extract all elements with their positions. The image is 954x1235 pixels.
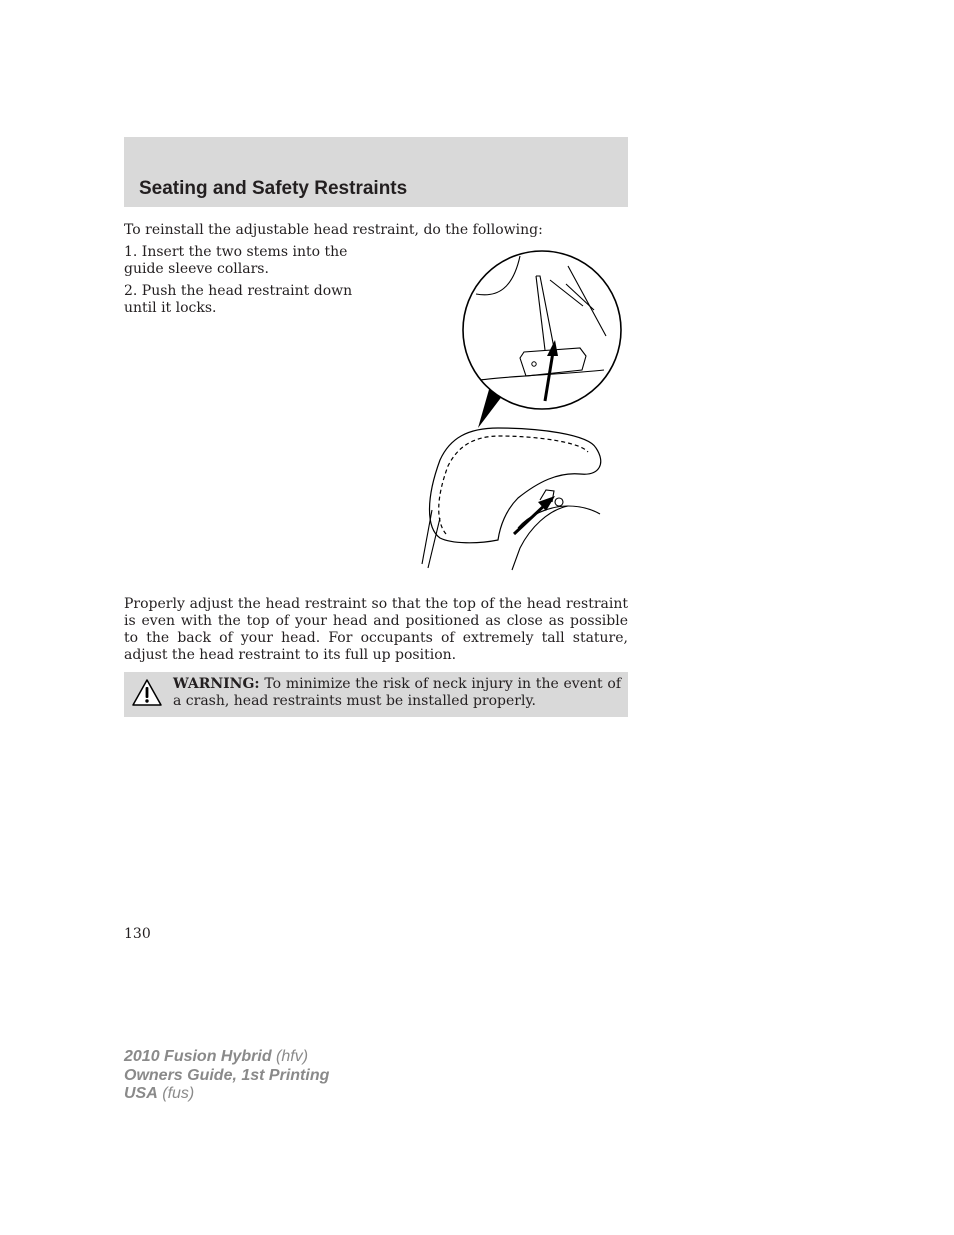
head-restraint-cushion <box>430 428 601 543</box>
stems-and-seat <box>422 490 600 570</box>
footer <box>124 1048 329 1104</box>
footer-market: USA <box>124 1085 158 1102</box>
detail-circle <box>463 251 621 409</box>
footer-line-2: Owners Guide, 1st Printing <box>124 1066 330 1084</box>
warning-text <box>173 676 621 710</box>
page-number: 130 <box>124 926 151 942</box>
warning-message: To minimize the risk of neck injury in the event of a crash, head restraints must be installed properly. <box>173 676 622 709</box>
footer-model-code: (hfv) <box>276 1048 309 1065</box>
intro-text: To reinstall the adjustable head restraint, do the following: <box>124 222 543 238</box>
section-title: Seating and Safety Restraints <box>139 178 408 199</box>
adjustment-paragraph: Properly adjust the head restraint so that the top of the head restraint is even with the top of your head and positioned as close as possible to the back of your head. For occupants of extremely tall stature, adjust the head restraint to its full up position. <box>124 596 628 663</box>
footer-line-3 <box>124 1085 329 1104</box>
warning-label: WARNING: <box>173 676 260 692</box>
warning-triangle-icon <box>131 678 163 708</box>
footer-market-code: (fus) <box>162 1085 195 1102</box>
footer-line-1 <box>124 1048 329 1067</box>
head-restraint-illustration <box>418 248 628 573</box>
footer-model: 2010 Fusion Hybrid <box>124 1048 272 1065</box>
warning-box <box>124 672 628 717</box>
step-1-text: 1. Insert the two stems into the guide sleeve collars. <box>124 244 348 277</box>
install-arrow <box>514 504 546 534</box>
step-2-text: 2. Push the head restraint down until it locks. <box>124 283 353 316</box>
section-header-band <box>124 137 628 207</box>
